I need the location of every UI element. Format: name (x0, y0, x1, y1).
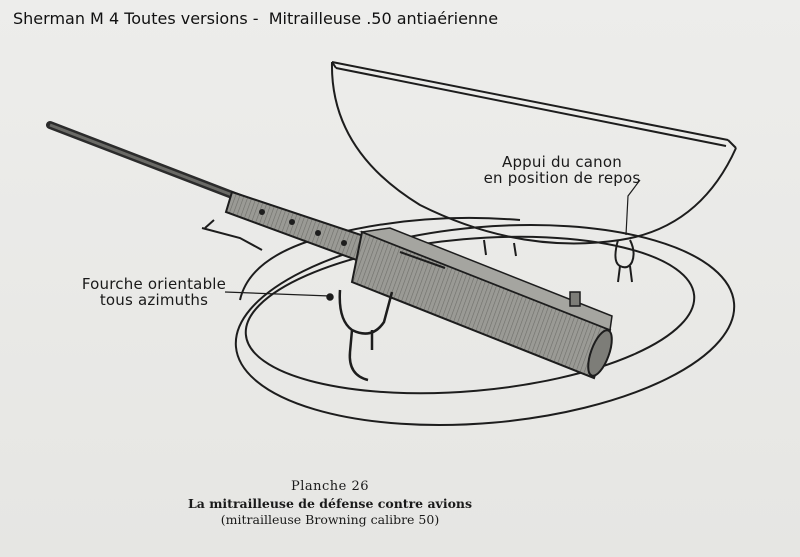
fork-label-line2: tous azimuths (99, 291, 209, 309)
rest-label-line2: en position de repos (483, 169, 641, 187)
rest-callout (480, 154, 644, 186)
barrel-support (202, 220, 262, 250)
rest-label-line1: Appui du canon (502, 153, 622, 171)
gun-barrel (50, 125, 370, 262)
fork-callout (80, 276, 228, 308)
fork-mount (328, 290, 393, 380)
rest-leader-line (626, 180, 640, 235)
page-title: Sherman M 4 Toutes versions - Mitrailleuse .50 antiaérienne (13, 9, 499, 28)
fork-label-line1: Fourche orientable (81, 275, 227, 293)
plate-subtitle: (mitrailleuse Browning calibre 50) (220, 512, 440, 527)
plate-title: La mitrailleuse de défense contre avions (187, 496, 473, 511)
gun-receiver (352, 228, 617, 379)
plate-number: Planche 26 (290, 479, 370, 494)
